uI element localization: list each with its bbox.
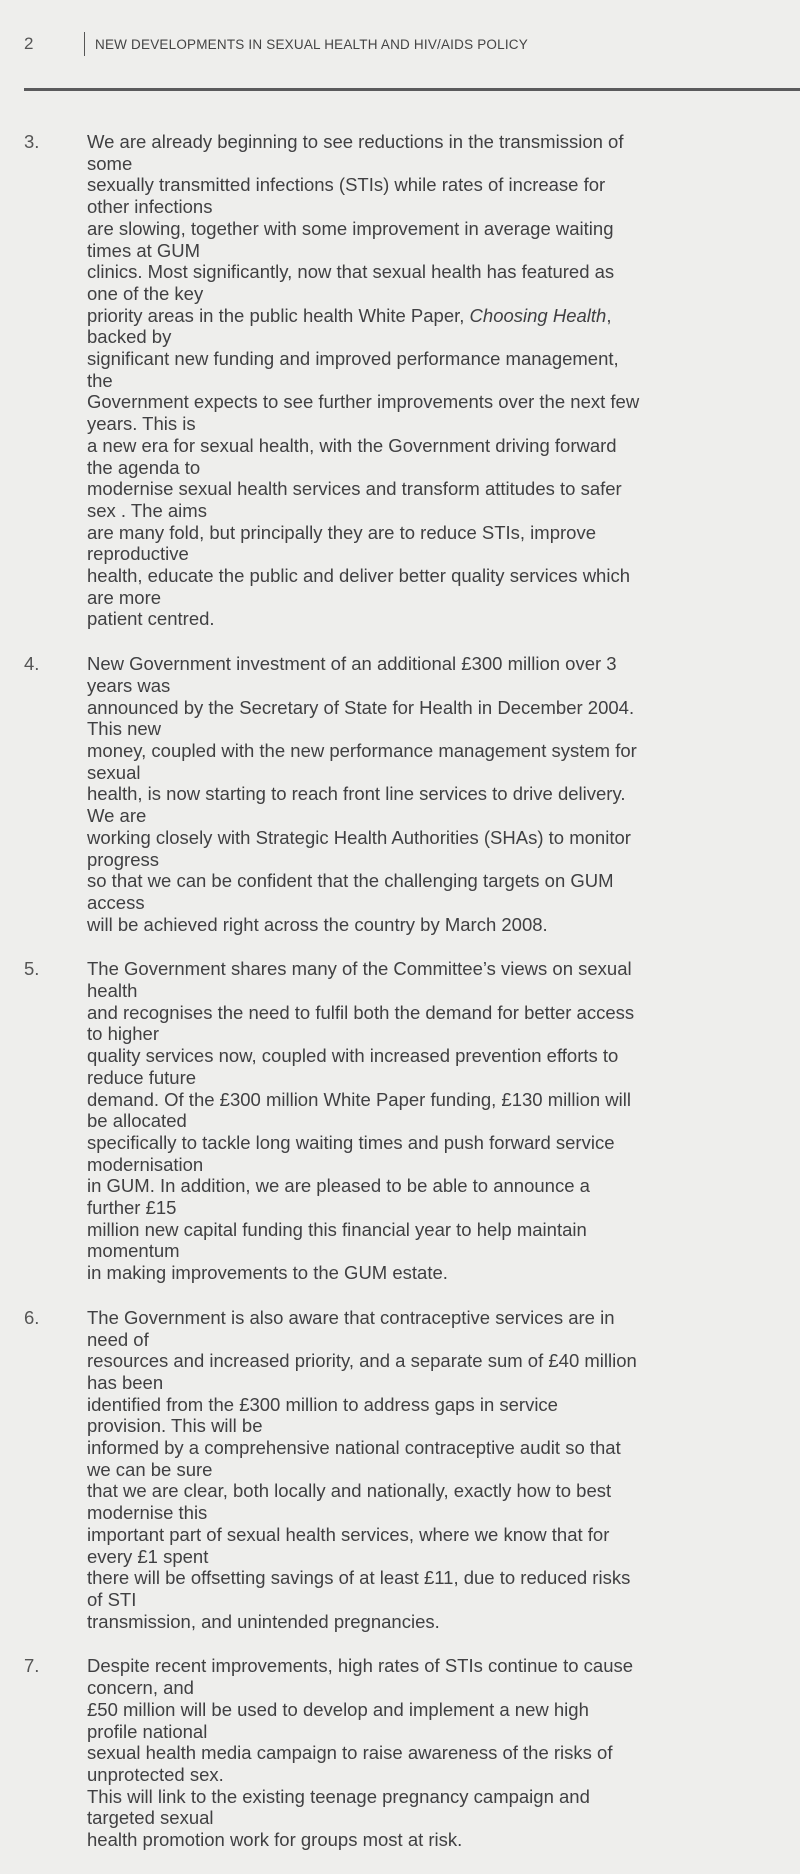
text-line: transmission, and unintended pregnancies. — [87, 1610, 440, 1632]
paragraph-number: 5. — [24, 958, 40, 980]
text-line: New Government investment of an additional £300 million over 3 years was — [87, 653, 617, 696]
page-number: 2 — [24, 34, 34, 53]
document-body — [24, 131, 644, 1874]
text-line: Government expects to see further improvements over the next few years. This is — [87, 391, 640, 435]
text-line: The Government is also aware that contraceptive services are in need of — [87, 1306, 615, 1350]
paragraph-text — [87, 958, 642, 1284]
text-line: specifically to tackle long waiting times and push forward service modernisation — [87, 1131, 615, 1175]
text-line: health, is now starting to reach front line services to drive delivery. We are — [87, 783, 626, 827]
text-line: This will link to the existing teenage pregnancy campaign and targeted sexual — [87, 1785, 590, 1829]
text-line: quality services now, coupled with increased prevention efforts to reduce future — [87, 1045, 619, 1088]
text-line: in GUM. In addition, we are pleased to be able to announce a further £15 — [87, 1175, 590, 1219]
text-line: sexually transmitted infections (STIs) while rates of increase for other infections — [87, 174, 606, 218]
text-line: will be achieved right across the country by March 2008. — [87, 913, 548, 935]
text-segment: priority areas in the public health White Paper, — [87, 304, 470, 326]
text-line: clinics. Most significantly, now that sexual health has featured as one of the key — [87, 261, 615, 304]
text-line: demand. Of the £300 million White Paper funding, £130 million will be allocated — [87, 1088, 631, 1132]
text-line: We are already beginning to see reductions in the transmission of some — [87, 131, 624, 174]
text-line: working closely with Strategic Health Authorities (SHAs) to monitor progress — [87, 826, 631, 870]
text-line: are many fold, but principally they are to reduce STIs, improve reproductive — [87, 521, 596, 565]
text-line: so that we can be confident that the challenging targets on GUM access — [87, 870, 614, 913]
text-line — [87, 305, 642, 348]
header-rule — [24, 88, 800, 91]
text-line: there will be offsetting savings of at least £11, due to reduced risks of STI — [87, 1567, 631, 1610]
text-line: are slowing, together with some improvement in average waiting times at GUM — [87, 217, 614, 261]
paragraph-5 — [24, 958, 644, 1284]
text-line: significant new funding and improved performance management, the — [87, 348, 619, 391]
running-title: NEW DEVELOPMENTS IN SEXUAL HEALTH AND HIV/AIDS POLICY — [95, 36, 528, 52]
text-line: modernise sexual health services and transform attitudes to safer sex . The aims — [87, 478, 622, 521]
text-line: a new era for sexual health, with the Government driving forward the agenda to — [87, 434, 617, 478]
paragraph-6 — [24, 1307, 644, 1633]
text-line: The Government shares many of the Committee’s views on sexual health — [87, 958, 632, 1002]
text-line: informed by a comprehensive national contraceptive audit so that we can be sure — [87, 1437, 621, 1480]
text-line: identified from the £300 million to address gaps in service provision. This will be — [87, 1393, 558, 1437]
text-line: health promotion work for groups most at risk. — [87, 1829, 463, 1851]
header-divider — [84, 32, 85, 56]
paragraph-number: 3. — [24, 131, 40, 152]
text-line: patient centred. — [87, 608, 215, 630]
text-line: Despite recent improvements, high rates of STIs continue to cause concern, and — [87, 1655, 634, 1699]
text-line: important part of sexual health services, where we know that for every £1 spent — [87, 1523, 610, 1567]
paragraph-3 — [24, 131, 644, 630]
paragraph-text — [87, 1655, 642, 1850]
text-segment: , backed by — [87, 304, 612, 348]
text-line: million new capital funding this financial year to help maintain momentum — [87, 1218, 587, 1262]
paragraph-4 — [24, 653, 644, 935]
text-line: £50 million will be used to develop and implement a new high profile national — [87, 1698, 589, 1742]
text-line: sexual health media campaign to raise awareness of the risks of unprotected sex. — [87, 1742, 613, 1785]
paragraph-number: 4. — [24, 653, 40, 675]
text-line: announced by the Secretary of State for Health in December 2004. This new — [87, 696, 635, 740]
text-line: that we are clear, both locally and nationally, exactly how to best modernise this — [87, 1480, 612, 1524]
italic-title: Choosing Health — [469, 304, 607, 326]
paragraph-text — [87, 1307, 642, 1633]
paragraph-number: 7. — [24, 1655, 40, 1677]
text-line: health, educate the public and deliver better quality services which are more — [87, 565, 630, 608]
paragraph-text — [87, 131, 642, 630]
text-line: and recognises the need to fulfil both the demand for better access to higher — [87, 1001, 635, 1045]
text-line: money, coupled with the new performance management system for sexual — [87, 739, 637, 783]
text-line: in making improvements to the GUM estate. — [87, 1262, 448, 1284]
paragraph-text — [87, 653, 642, 935]
paragraph-number: 6. — [24, 1306, 40, 1328]
page-header — [24, 32, 528, 56]
paragraph-7 — [24, 1655, 644, 1850]
text-line: resources and increased priority, and a separate sum of £40 million has been — [87, 1350, 637, 1393]
